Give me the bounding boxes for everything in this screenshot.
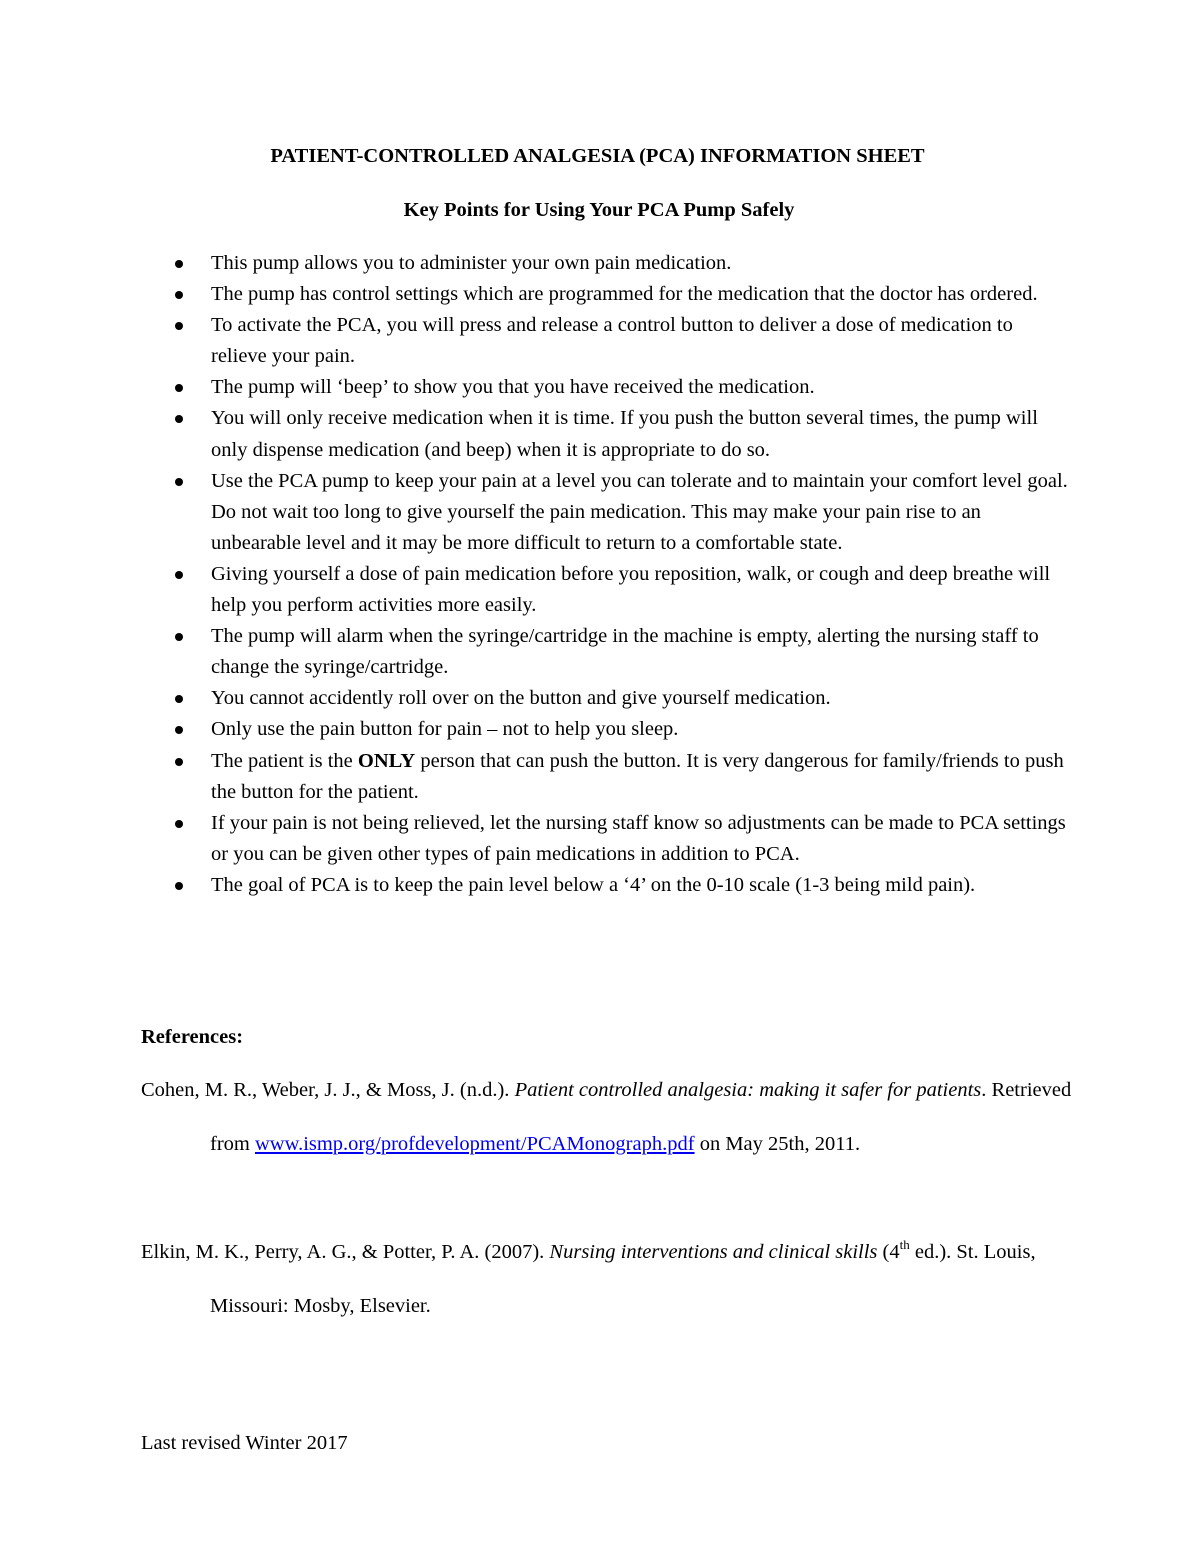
- reference-cohen: [141, 1063, 1110, 1171]
- key-point-text: You will only receive medication when it is time. If you push the button several times, the pump will only dispense medication (and beep) when it is appropriate to do so.: [211, 407, 1038, 461]
- key-point-text-suffix: person that can push the button. It is very dangerous for family/friends to push the button for the patient.: [211, 749, 1064, 803]
- key-point-text: The pump has control settings which are programmed for the medication that the doctor has ordered.: [211, 283, 1038, 306]
- list-item: [168, 372, 1068, 403]
- list-item: [168, 248, 1068, 279]
- list-item: [168, 808, 1068, 870]
- reference-publisher: ed.). St. Louis, Missouri: Mosby, Elsevier.: [210, 1241, 1036, 1317]
- key-point-text: The pump will ‘beep’ to show you that you have received the medication.: [211, 376, 815, 399]
- bullet-icon: [175, 726, 183, 734]
- list-item: [168, 559, 1068, 621]
- bullet-icon: [175, 322, 183, 330]
- page-subtitle: Key Points for Using Your PCA Pump Safely: [403, 199, 795, 221]
- key-point-text: Use the PCA pump to keep your pain at a level you can tolerate and to maintain your comfort level goal. Do not wait too long to give yourself the pain medication. This may make your pain rise to an unbearable level and it may be more difficult to return to a comfortable state.: [211, 469, 1068, 554]
- bullet-icon: [175, 633, 183, 641]
- bullet-icon: [175, 695, 183, 703]
- reference-authors: Cohen, M. R., Weber, J. J., & Moss, J. (n.d.).: [141, 1079, 515, 1101]
- bullet-icon: [175, 415, 183, 423]
- list-item: [168, 683, 1068, 714]
- key-point-text: If your pain is not being relieved, let the nursing staff know so adjustments can be made to PCA settings or you can be given other types of pain medications in addition to PCA.: [211, 811, 1066, 865]
- page-title: PATIENT-CONTROLLED ANALGESIA (PCA) INFORMATION SHEET: [270, 145, 925, 167]
- reference-authors: Elkin, M. K., Perry, A. G., & Potter, P. A. (2007).: [141, 1241, 550, 1263]
- reference-title: Patient controlled analgesia: making it safer for patients: [514, 1079, 982, 1101]
- bullet-icon: [175, 384, 183, 392]
- reference-retrieved: . Retrieved from: [210, 1079, 1072, 1155]
- key-point-text: Giving yourself a dose of pain medication before you reposition, walk, or cough and deep breathe will help you perform activities more easily.: [211, 562, 1051, 617]
- reference-link[interactable]: www.ismp.org/profdevelopment/PCAMonograph.pdf: [254, 1133, 695, 1155]
- list-item: [168, 403, 1068, 465]
- list-item: [168, 746, 1068, 808]
- list-item: [168, 621, 1068, 683]
- reference-elkin: [141, 1225, 1110, 1333]
- list-item: [168, 714, 1068, 745]
- footer-revision: Last revised Winter 2017: [141, 1432, 348, 1454]
- references-heading: References:: [141, 1026, 244, 1048]
- emphasis-only: ONLY: [357, 749, 416, 772]
- reference-edition-superscript: th: [899, 1237, 910, 1252]
- key-point-text: The pump will alarm when the syringe/cartridge in the machine is empty, alerting the nursing staff to change the syringe/cartridge.: [211, 625, 1039, 679]
- reference-edition: (4: [877, 1241, 900, 1263]
- bullet-icon: [175, 260, 183, 268]
- list-item: [168, 279, 1068, 310]
- reference-title: Nursing interventions and clinical skills: [549, 1241, 878, 1263]
- bullet-icon: [175, 571, 183, 579]
- reference-date: on May 25th, 2011.: [694, 1133, 861, 1155]
- key-points-list: [168, 248, 1068, 901]
- key-point-text: This pump allows you to administer your own pain medication.: [211, 252, 732, 274]
- list-item: [168, 466, 1068, 559]
- bullet-icon: [175, 820, 183, 828]
- key-point-text-prefix: The patient is the: [211, 749, 358, 772]
- key-point-text: Only use the pain button for pain – not to help you sleep.: [211, 718, 679, 741]
- bullet-icon: [175, 291, 183, 299]
- list-item: [168, 870, 1068, 901]
- key-point-text: You cannot accidently roll over on the button and give yourself medication.: [211, 687, 831, 710]
- bullet-icon: [175, 758, 183, 766]
- key-point-text: The goal of PCA is to keep the pain level below a ‘4’ on the 0-10 scale (1-3 being mild pain).: [211, 873, 976, 896]
- list-item: [168, 310, 1068, 372]
- bullet-icon: [175, 478, 183, 486]
- bullet-icon: [175, 882, 183, 890]
- key-point-text: To activate the PCA, you will press and release a control button to deliver a dose of medication to relieve your pain.: [211, 314, 1013, 368]
